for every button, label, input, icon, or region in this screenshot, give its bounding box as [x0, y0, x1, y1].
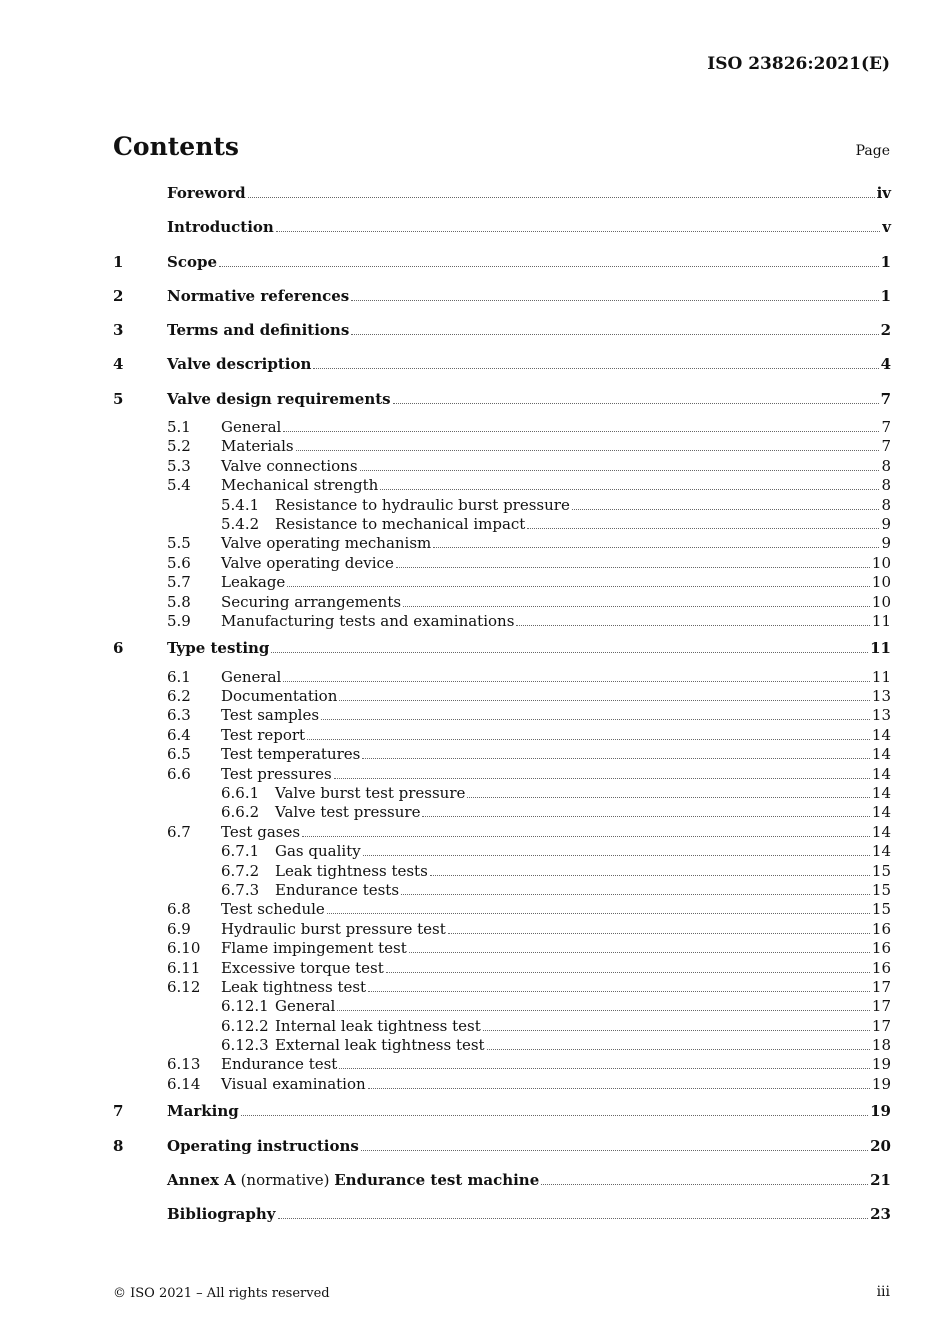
toc-entry[interactable]	[113, 939, 891, 958]
dot-leader	[302, 836, 870, 837]
dot-leader	[433, 547, 879, 548]
toc-entry-label: Hydraulic burst pressure test	[221, 919, 446, 938]
dot-leader	[351, 300, 878, 301]
toc-entry-label: General	[275, 997, 336, 1016]
toc-entry-page: 14	[871, 842, 891, 861]
toc-entry-number: 2	[113, 286, 124, 305]
toc-entry-page: 10	[871, 573, 891, 592]
toc-entry-page: 23	[870, 1205, 891, 1224]
toc-entry-number: 6.7	[167, 822, 191, 841]
toc-entry-number: 6.11	[167, 958, 201, 977]
toc-entry-label: Valve description	[167, 355, 312, 374]
toc-entry-label: Valve burst test pressure	[275, 784, 466, 803]
toc-entry-page: 19	[871, 1074, 891, 1093]
dot-leader	[296, 450, 880, 451]
toc-entry-label: Test pressures	[221, 764, 332, 783]
toc-entry-label: Resistance to mechanical impact	[275, 515, 526, 534]
toc-entry-label: Flame impingement test	[221, 939, 407, 958]
toc-entry-label: Test temperatures	[221, 745, 361, 764]
toc-entry-page: 17	[871, 1016, 891, 1035]
toc-entry-page: 2	[880, 321, 891, 340]
toc-entry-number: 6.5	[167, 745, 191, 764]
toc-entry-label: Manufacturing tests and examinations	[221, 611, 515, 630]
toc-entry-label: Test report	[221, 725, 306, 744]
toc-entry-number: 6.2	[167, 687, 191, 706]
toc-entry-number: 5.3	[167, 456, 191, 475]
toc-entry-label: Terms and definitions	[167, 321, 350, 340]
toc-entry[interactable]	[113, 184, 891, 212]
toc-entry[interactable]	[113, 496, 891, 515]
toc-entry-label: Resistance to hydraulic burst pressure	[275, 495, 570, 514]
toc-entry-number: 5.8	[167, 592, 191, 611]
toc-entry-page: 15	[871, 900, 891, 919]
dot-leader	[283, 431, 879, 432]
toc-entry-page: 10	[871, 553, 891, 572]
toc-entry-label: Excessive torque test	[221, 958, 384, 977]
dot-leader	[287, 586, 870, 587]
toc-entry-number: 6.4	[167, 725, 191, 744]
toc-entry-page: 7	[880, 389, 891, 408]
dot-leader	[360, 470, 880, 471]
toc-entry-label-title: Endurance test machine	[334, 1170, 540, 1189]
toc-entry-number: 6.12.3	[221, 1036, 269, 1055]
toc-entry-number: 5.6	[167, 553, 191, 572]
dot-leader	[337, 1010, 870, 1011]
dot-leader	[409, 952, 870, 953]
toc-entry[interactable]	[113, 554, 891, 573]
toc-entry-page: 14	[871, 803, 891, 822]
toc-entry-number: 6.6	[167, 764, 191, 783]
toc-entry-label: Foreword	[167, 184, 246, 202]
table-of-contents	[113, 184, 891, 1233]
toc-entry-page: 21	[870, 1170, 891, 1189]
toc-entry-number: 6.9	[167, 919, 191, 938]
toc-entry[interactable]	[113, 593, 891, 612]
toc-entry-page: 16	[871, 958, 891, 977]
dot-leader	[334, 778, 870, 779]
copyright-notice: © ISO 2021 – All rights reserved	[113, 1286, 330, 1301]
toc-entry-label: General	[221, 418, 282, 437]
toc-entry-label: Mechanical strength	[221, 476, 379, 495]
toc-entry[interactable]	[113, 218, 891, 246]
toc-entry-label: Leakage	[221, 573, 286, 592]
toc-entry-label: Operating instructions	[167, 1136, 359, 1155]
toc-entry-page: 7	[881, 418, 891, 437]
dot-leader	[271, 652, 868, 653]
dot-leader	[386, 972, 870, 973]
page-number: iii	[876, 1284, 890, 1300]
dot-leader	[572, 509, 880, 510]
toc-entry-label: Materials	[221, 437, 294, 456]
toc-entry[interactable]	[113, 900, 891, 919]
toc-entry-label: Endurance tests	[275, 880, 400, 899]
toc-entry-number: 5.2	[167, 437, 191, 456]
toc-entry[interactable]	[113, 803, 891, 822]
dot-leader	[527, 528, 879, 529]
toc-entry-page: 8	[881, 456, 891, 475]
page-column-label: Page	[855, 143, 890, 159]
toc-entry[interactable]	[113, 745, 891, 764]
toc-entry-number: 5.9	[167, 611, 191, 630]
toc-entry[interactable]	[113, 1102, 891, 1130]
dot-leader	[380, 489, 879, 490]
toc-entry-label: Valve operating mechanism	[221, 534, 432, 553]
toc-entry-label: Scope	[167, 252, 218, 271]
toc-entry-page: 9	[881, 534, 891, 553]
toc-entry[interactable]	[113, 390, 891, 418]
dot-leader	[313, 368, 878, 369]
toc-entry-label: Documentation	[221, 687, 338, 706]
toc-entry-number: 5.1	[167, 418, 191, 437]
toc-entry[interactable]	[113, 726, 891, 745]
dot-leader	[276, 231, 880, 232]
toc-entry[interactable]	[113, 959, 891, 978]
dot-leader	[368, 991, 870, 992]
toc-entry[interactable]	[113, 1137, 891, 1165]
toc-entry-page: 13	[871, 706, 891, 725]
toc-entry-page: 19	[870, 1102, 891, 1121]
toc-entry-label: Bibliography	[167, 1205, 276, 1224]
toc-entry-number: 6.8	[167, 900, 191, 919]
toc-entry-page: 11	[870, 639, 891, 658]
toc-entry-label: Test schedule	[221, 900, 325, 919]
toc-entry[interactable]	[113, 862, 891, 881]
toc-entry-number: 6.12.2	[221, 1016, 269, 1035]
dot-leader	[430, 875, 870, 876]
toc-entry-number: 6.12	[167, 977, 201, 996]
dot-leader	[327, 913, 870, 914]
toc-entry-page: 7	[881, 437, 891, 456]
toc-entry-number: 6.10	[167, 939, 201, 958]
toc-entry[interactable]	[113, 253, 891, 281]
toc-entry[interactable]	[113, 765, 891, 784]
toc-entry[interactable]	[113, 321, 891, 349]
toc-entry-page: 8	[881, 476, 891, 495]
page-title: Contents	[113, 132, 240, 161]
toc-entry-label: Valve connections	[221, 456, 358, 475]
toc-entry-page: 1	[880, 286, 891, 305]
toc-entry-page: 9	[881, 515, 891, 534]
toc-entry-label: External leak tightness test	[275, 1036, 485, 1055]
toc-entry-number: 5.7	[167, 573, 191, 592]
toc-entry-number: 1	[113, 252, 124, 271]
toc-entry-page: iv	[876, 184, 891, 202]
toc-entry-label: Marking	[167, 1102, 239, 1121]
toc-entry-label-qualifier: (normative)	[235, 1170, 335, 1189]
toc-entry-number: 5	[113, 389, 124, 408]
toc-entry[interactable]	[113, 1017, 891, 1036]
toc-entry-label: Normative references	[167, 286, 350, 305]
toc-entry-number: 6.7.3	[221, 880, 260, 899]
dot-leader	[339, 1068, 870, 1069]
dot-leader	[339, 700, 870, 701]
dot-leader	[307, 739, 870, 740]
toc-entry-page: 14	[871, 822, 891, 841]
toc-entry[interactable]	[113, 1171, 891, 1199]
dot-leader	[516, 625, 870, 626]
toc-entry[interactable]	[113, 612, 891, 631]
toc-entry-label: General	[221, 667, 282, 686]
toc-entry[interactable]	[113, 1036, 891, 1055]
toc-entry-number: 6.6.1	[221, 784, 260, 803]
toc-entry-page: 14	[871, 764, 891, 783]
toc-entry-number: 8	[113, 1136, 124, 1155]
toc-entry[interactable]	[113, 784, 891, 803]
dot-leader	[351, 334, 878, 335]
toc-entry[interactable]	[113, 668, 891, 687]
toc-entry-number: 3	[113, 321, 124, 340]
toc-entry-number: 6.7.2	[221, 861, 260, 880]
toc-entry[interactable]	[113, 1075, 891, 1094]
dot-leader	[487, 1049, 870, 1050]
dot-leader	[483, 1030, 870, 1031]
toc-entry[interactable]	[113, 920, 891, 939]
toc-entry[interactable]	[113, 573, 891, 592]
toc-entry[interactable]	[113, 534, 891, 553]
toc-entry-page: 13	[871, 687, 891, 706]
dot-leader	[283, 681, 870, 682]
dot-leader	[467, 797, 870, 798]
toc-entry[interactable]	[113, 287, 891, 315]
dot-leader	[368, 1088, 870, 1089]
toc-entry-label: Introduction	[167, 218, 274, 237]
toc-entry-number: 6.13	[167, 1055, 201, 1074]
toc-entry-number: 5.4	[167, 476, 191, 495]
toc-entry-page: 1	[880, 252, 891, 271]
toc-entry-label: Test samples	[221, 706, 320, 725]
toc-entry-label: Valve design requirements	[167, 389, 391, 408]
toc-entry-page: v	[882, 218, 891, 237]
toc-entry-page: 15	[871, 861, 891, 880]
toc-entry[interactable]	[113, 706, 891, 725]
toc-entry[interactable]	[113, 978, 891, 997]
toc-entry-page: 16	[871, 919, 891, 938]
dot-leader	[541, 1184, 868, 1185]
toc-entry-page: 11	[871, 667, 891, 686]
toc-entry-page: 15	[871, 880, 891, 899]
toc-entry-page: 14	[871, 745, 891, 764]
toc-entry-label: Leak tightness test	[221, 977, 367, 996]
toc-entry-number: 6	[113, 639, 124, 658]
toc-entry[interactable]	[113, 476, 891, 495]
toc-entry-number: 6.1	[167, 667, 191, 686]
toc-entry-number: 6.14	[167, 1074, 201, 1093]
toc-entry-page: 17	[871, 977, 891, 996]
toc-entry-number: 6.7.1	[221, 842, 260, 861]
toc-entry[interactable]	[113, 515, 891, 534]
dot-leader	[448, 933, 870, 934]
toc-entry-label: Valve test pressure	[275, 803, 421, 822]
toc-entry[interactable]	[113, 842, 891, 861]
toc-entry[interactable]	[113, 997, 891, 1016]
toc-entry[interactable]	[113, 1205, 891, 1233]
dot-leader	[396, 567, 870, 568]
toc-entry-number: 5.4.1	[221, 495, 260, 514]
toc-entry[interactable]	[113, 437, 891, 456]
dot-leader	[403, 606, 870, 607]
toc-entry-page: 17	[871, 997, 891, 1016]
toc-entry[interactable]	[113, 418, 891, 437]
dot-leader	[401, 894, 870, 895]
toc-entry[interactable]	[113, 457, 891, 476]
toc-entry-label: Endurance test	[221, 1055, 338, 1074]
toc-entry-page: 19	[871, 1055, 891, 1074]
toc-entry-page: 16	[871, 939, 891, 958]
toc-entry-page: 8	[881, 495, 891, 514]
toc-entry-number: 6.12.1	[221, 997, 269, 1016]
toc-entry-number: 6.3	[167, 706, 191, 725]
dot-leader	[422, 816, 869, 817]
dot-leader	[362, 758, 870, 759]
toc-entry[interactable]	[113, 355, 891, 383]
dot-leader	[363, 855, 870, 856]
dot-leader	[393, 403, 879, 404]
toc-entry-page: 11	[871, 611, 891, 630]
dot-leader	[219, 266, 879, 267]
toc-entry[interactable]	[113, 639, 891, 667]
toc-entry-number: 7	[113, 1102, 124, 1121]
toc-entry-label: Visual examination	[221, 1074, 366, 1093]
toc-entry[interactable]	[113, 823, 891, 842]
toc-entry-page: 18	[871, 1036, 891, 1055]
document-id: ISO 23826:2021(E)	[707, 54, 890, 74]
toc-entry-label: Securing arrangements	[221, 592, 402, 611]
toc-entry-page: 14	[871, 725, 891, 744]
toc-entry-label	[167, 1171, 539, 1189]
toc-entry-page: 14	[871, 784, 891, 803]
toc-entry-label-prefix: Annex A	[167, 1170, 236, 1189]
toc-entry-page: 4	[880, 355, 891, 374]
toc-entry-label: Type testing	[167, 639, 270, 658]
toc-entry[interactable]	[113, 1055, 891, 1074]
dot-leader	[241, 1115, 868, 1116]
toc-entry-page: 20	[870, 1136, 891, 1155]
toc-entry-label: Leak tightness tests	[275, 861, 428, 880]
toc-entry-label: Gas quality	[275, 842, 361, 861]
toc-entry-label: Valve operating device	[221, 553, 394, 572]
dot-leader	[248, 197, 875, 198]
toc-entry-label: Test gases	[221, 822, 301, 841]
toc-entry-number: 5.5	[167, 534, 191, 553]
dot-leader	[361, 1150, 868, 1151]
toc-entry[interactable]	[113, 687, 891, 706]
toc-entry-number: 6.6.2	[221, 803, 260, 822]
toc-entry-number: 5.4.2	[221, 515, 260, 534]
toc-entry-page: 10	[871, 592, 891, 611]
toc-entry[interactable]	[113, 881, 891, 900]
dot-leader	[321, 719, 870, 720]
dot-leader	[278, 1218, 869, 1219]
toc-entry-number: 4	[113, 355, 124, 374]
toc-entry-label: Internal leak tightness test	[275, 1016, 481, 1035]
